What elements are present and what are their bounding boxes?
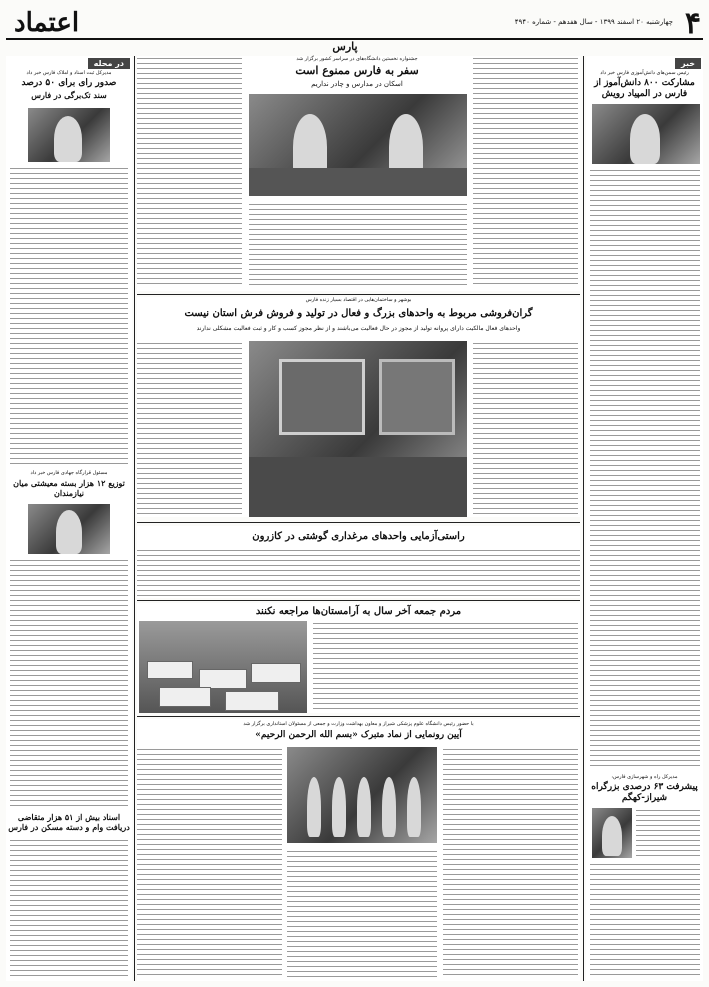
body-text: [137, 341, 242, 517]
masthead: [6, 6, 703, 40]
news-tag: خبر: [675, 58, 701, 69]
story-kicker: با حضور رئیس دانشگاه علوم پزشکی شیراز و معاون بهداشت وزارت و جمعی از مسئولان استانداری برگزار شد: [243, 721, 474, 727]
horizontal-rule: [137, 294, 580, 295]
mid-story: [137, 526, 580, 598]
story-headline: صدور رای برای ۵۰ درصد: [21, 78, 117, 88]
meeting-photo: [249, 94, 467, 196]
page-number: ۴: [684, 6, 701, 41]
body-text: [590, 168, 700, 768]
carpet-shop-photo: [249, 341, 467, 517]
story-kicker: مسئول قرارگاه جهادی فارس خبر داد: [30, 470, 108, 476]
right-column: [586, 56, 703, 981]
column-divider: [583, 56, 584, 981]
story-headline: مشارکت ۸۰۰ دانش‌آموز از فارس در المپیاد رویش: [594, 78, 695, 99]
cemetery-story: [137, 603, 580, 713]
body-text: [590, 862, 700, 976]
lead-story: [137, 297, 580, 517]
ceremony-photo: [287, 747, 437, 843]
cemetery-photo: [139, 621, 307, 713]
portrait-photo: [592, 808, 632, 858]
story-kicker: بوشهر و ساختمان‌هایی در اقتصاد بسیار زنده فارس: [305, 297, 412, 303]
story-kicker: رئیس سمن‌های دانش‌آموزی فارس خبر داد: [600, 70, 689, 76]
body-text: [10, 838, 128, 976]
body-text: [137, 56, 242, 286]
column-divider: [134, 56, 135, 981]
story-subheadline: سند تک‌برگی در فارس: [31, 90, 107, 100]
story-headline: اسناد بیش از ۵۱ هزار متقاضی دریافت وام و دسته مسکن در فارس: [8, 812, 130, 832]
section-tag: در محله: [88, 58, 130, 69]
newspaper-logo: اعتماد: [14, 8, 80, 38]
dateline: چهارشنبه ۲۰ اسفند ۱۳۹۹ - سال هفدهم - شماره ۴۹۴۰: [514, 18, 673, 26]
story-kicker: جشنواره نخستین دانشگاه‌های در سراسر کشور برگزار شد: [296, 56, 418, 62]
body-text: [287, 849, 437, 977]
story-subheadline: واحدهای فعال مالکیت دارای پروانه تولید از مجوز در حال فعالیت می‌باشند و از نظر مجوز کسب و کار و ثبت فعالیت مشکلی ندارند: [196, 325, 521, 332]
body-text: [10, 558, 128, 808]
portrait-photo: [28, 504, 110, 554]
story-headline: مردم جمعه آخر سال به آرامستان‌ها مراجعه نکنند: [255, 606, 462, 617]
story-kicker: مدیرکل راه و شهرسازی فارس:: [611, 774, 678, 780]
story-headline: سفر به فارس ممنوع است: [295, 64, 419, 77]
portrait-photo: [28, 108, 110, 162]
story-headline: توزیع ۱۲ هزار بسته معیشتی میان نیازمندان: [13, 478, 125, 498]
left-column: [6, 56, 132, 981]
story-subheadline: اسکان در مدارس و چادر نداریم: [311, 80, 403, 88]
story-headline: پیشرفت ۶۳ درصدی بزرگراه شیراز-کهگم: [591, 782, 698, 803]
horizontal-rule: [137, 716, 580, 717]
body-text: [636, 808, 700, 858]
story-headline: گران‌فروشی مربوط به واحدهای بزرگ و فعال در تولید و فروش فرش استان نیست: [184, 308, 533, 319]
top-story: [137, 56, 580, 291]
section-title: پارس: [332, 40, 358, 53]
story-headline: راستی‌آزمایی واحدهای مرغداری گوشتی در کازرون: [252, 531, 465, 542]
body-text: [10, 166, 128, 466]
body-text: [443, 747, 578, 977]
body-text: [137, 747, 282, 977]
body-text: [473, 56, 578, 286]
horizontal-rule: [137, 600, 580, 601]
body-text: [137, 548, 580, 596]
portrait-photo: [592, 104, 700, 164]
body-text: [473, 341, 578, 517]
bottom-story: [137, 719, 580, 981]
story-headline: آیین رونمایی از نماد متبرک «بسم الله الرحمن الرحیم»: [255, 730, 462, 740]
horizontal-rule: [137, 522, 580, 523]
body-text: [249, 202, 467, 286]
body-text: [313, 621, 578, 713]
story-kicker: مدیرکل ثبت اسناد و املاک فارس خبر داد: [26, 70, 112, 76]
